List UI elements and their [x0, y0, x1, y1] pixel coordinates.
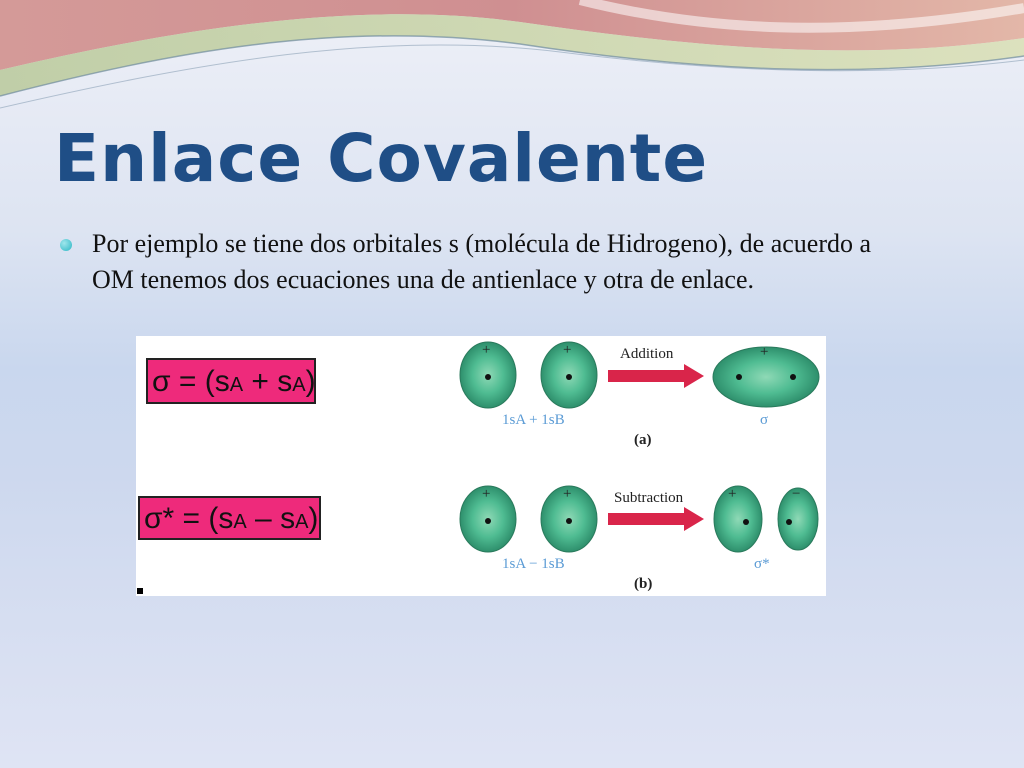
- subtraction-label: Subtraction: [614, 490, 684, 506]
- caption-sum: 1sA + 1sB: [502, 412, 565, 428]
- antibonding-equation: σ* = (sA – sA): [138, 496, 321, 540]
- addition-label: Addition: [620, 346, 674, 362]
- plus-sign: +: [482, 486, 491, 502]
- addition-arrow: [608, 364, 704, 388]
- plus-sign: +: [563, 342, 572, 358]
- plus-sign: +: [760, 344, 769, 360]
- bullet-text: Por ejemplo se tiene dos orbitales s (molécula de Hidrogeno), de acuerdo a OM tenemos dos ecuaciones una de antienlace y otra de enlace.: [92, 229, 872, 294]
- molecular-orbital-figure: [136, 336, 826, 596]
- caption-sigma: σ: [760, 412, 769, 428]
- part-label-a: (a): [634, 432, 652, 448]
- subtraction-arrow: [608, 507, 704, 531]
- minus-sign: −: [792, 486, 801, 502]
- plus-sign: +: [482, 342, 491, 358]
- decorative-banner: [0, 0, 1024, 120]
- sigma-star-lobe-left: [714, 486, 762, 552]
- caption-difference: 1sA − 1sB: [502, 556, 565, 572]
- part-label-b: (b): [634, 576, 653, 592]
- stray-mark: [137, 588, 143, 594]
- bonding-equation: σ = (sA + sA): [146, 358, 316, 404]
- plus-sign: +: [563, 486, 572, 502]
- slide-title: Enlace Covalente: [54, 120, 709, 197]
- plus-sign: +: [728, 486, 737, 502]
- bullet-icon: [60, 239, 72, 251]
- caption-sigma-star: σ*: [754, 556, 770, 572]
